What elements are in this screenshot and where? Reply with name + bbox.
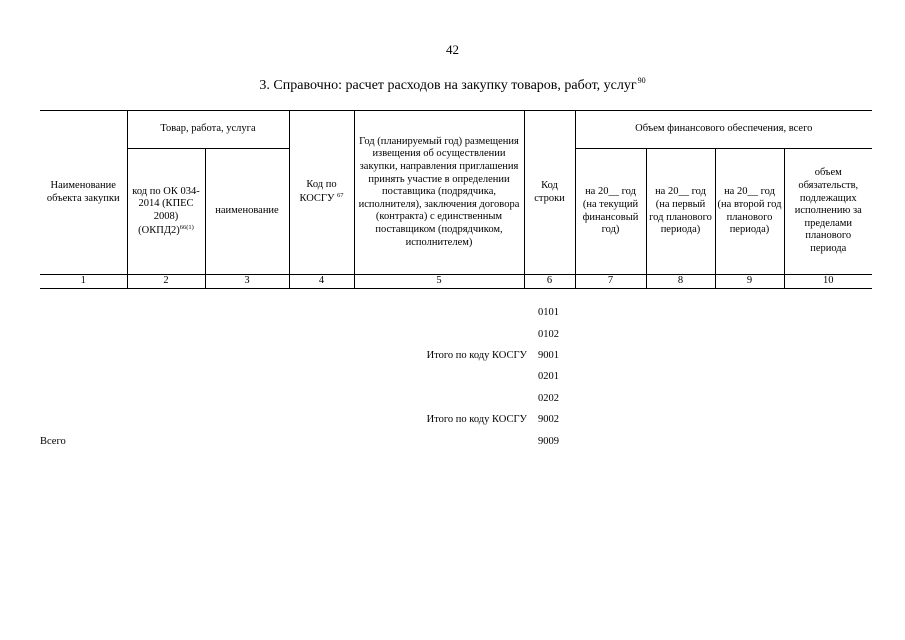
column-number: 8 [646, 275, 715, 289]
column-number: 5 [354, 275, 524, 289]
table-row [0, 371, 905, 385]
table-row [0, 414, 905, 428]
header-kosgu-footnote: 67 [337, 192, 344, 199]
row-code: 9002 [538, 414, 559, 425]
table-row [0, 307, 905, 321]
section-title-text: 3. Справочно: расчет расходов на закупку товаров, работ, услуг [259, 78, 637, 93]
header-code-ok [127, 149, 205, 275]
header-name: наименование [205, 149, 289, 275]
page-number: 42 [446, 42, 459, 57]
table-row [0, 350, 905, 364]
header-kosgu [289, 111, 354, 275]
title-footnote: 90 [637, 76, 646, 85]
header-first-plan-year: на 20__ год (на первый год планового периода) [646, 149, 715, 275]
expenses-table [40, 110, 872, 289]
row-code: 9001 [538, 350, 559, 361]
total-label: Всего [40, 436, 66, 447]
column-number: 4 [289, 275, 354, 289]
row-code: 0102 [538, 329, 559, 340]
total-code: 9009 [538, 436, 559, 447]
header-current-year: на 20__ год (на текущий финансовый год) [575, 149, 646, 275]
header-code-ok-footnote: 66(1) [179, 223, 194, 231]
header-object-name: Наименование объекта закупки [40, 111, 127, 275]
header-beyond-plan: объем обязательств, подлежащих исполнению за пределами планового периода [784, 149, 872, 275]
column-number: 6 [524, 275, 575, 289]
section-title [0, 76, 905, 94]
table-row [0, 393, 905, 407]
header-kosgu-text: Код по КОСГУ [299, 179, 337, 204]
table-row [0, 329, 905, 343]
header-line-code: Код строки [524, 111, 575, 275]
column-number: 1 [40, 275, 127, 289]
column-number: 3 [205, 275, 289, 289]
header-code-ok-text: код по ОК 034-2014 (КПЕС 2008) (ОКПД2) [132, 185, 200, 236]
row-label: Итого по коду КОСГУ [426, 350, 527, 361]
column-number: 7 [575, 275, 646, 289]
column-number: 10 [784, 275, 872, 289]
column-number: 9 [715, 275, 784, 289]
header-goods-group: Товар, работа, услуга [127, 111, 289, 149]
row-label: Итого по коду КОСГУ [426, 414, 527, 425]
column-number: 2 [127, 275, 205, 289]
row-code: 0201 [538, 371, 559, 382]
column-number-row [40, 275, 872, 289]
header-second-plan-year: на 20__ год (на второй год планового периода) [715, 149, 784, 275]
header-funding-group: Объем финансового обеспечения, всего [575, 111, 872, 149]
header-year-notice: Год (планируемый год) размещения извещения об осуществлении закупки, направления приглашения принять участие в определении поставщика (подрядчика, исполнителя), заключения договора (контракта) с единственным поставщиком (подрядчиком, исполнителем) [354, 111, 524, 275]
row-code: 0101 [538, 307, 559, 318]
total-row [0, 436, 905, 450]
row-code: 0202 [538, 393, 559, 404]
